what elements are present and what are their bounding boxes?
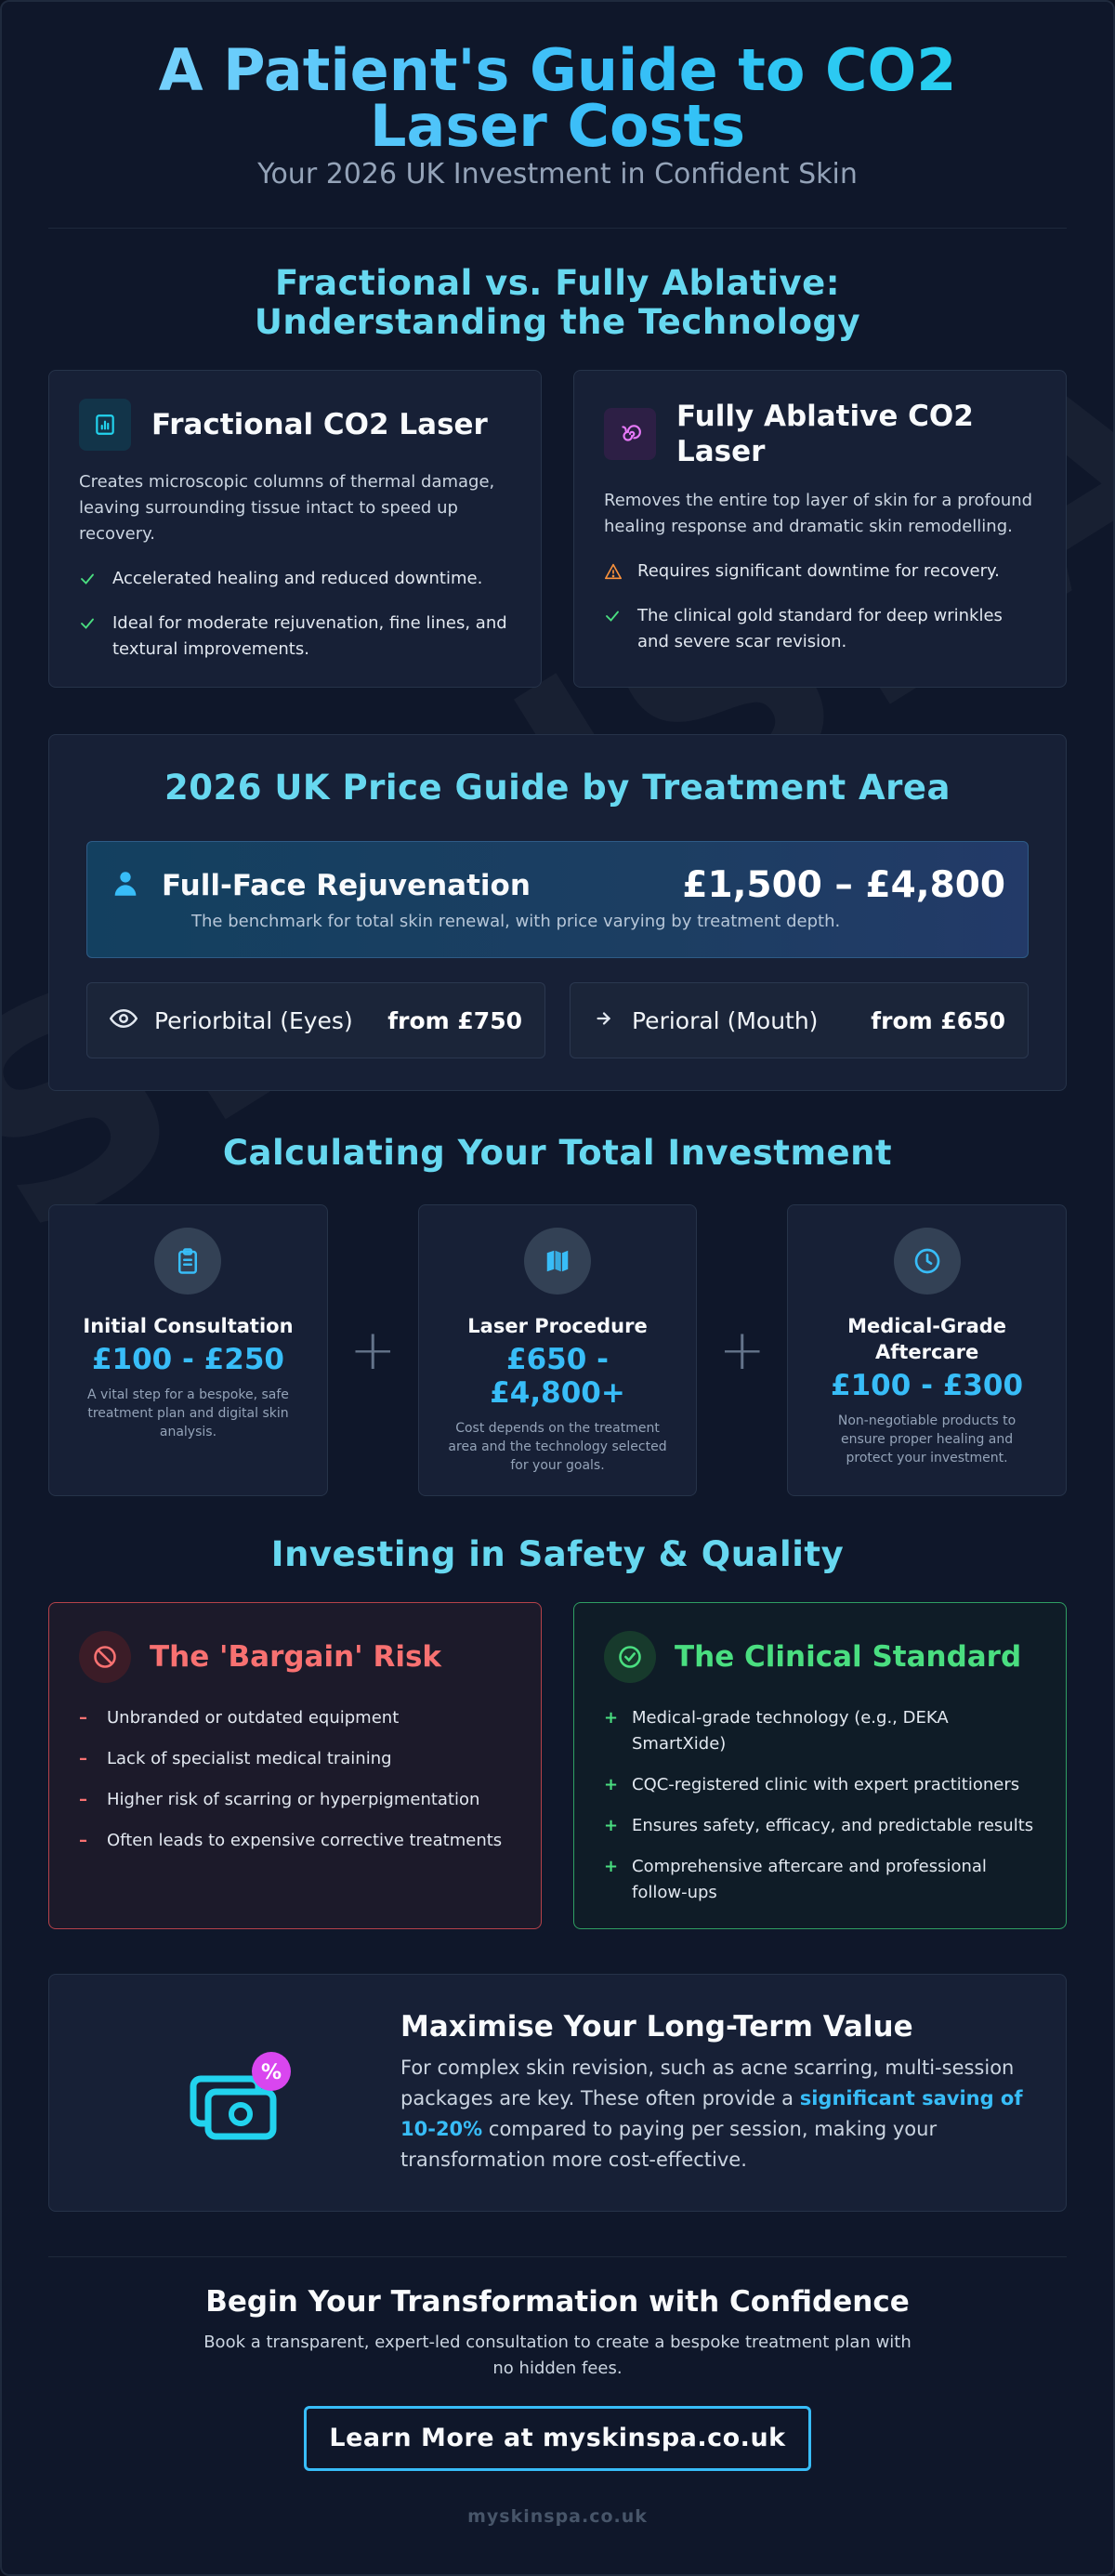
list-item-text: CQC-registered clinic with expert practitioners: [632, 1775, 1020, 1794]
safety-cards: [48, 1602, 1067, 1929]
step-name: Medical-Grade Aftercare: [847, 1315, 1007, 1363]
plus-icon: +: [604, 1775, 619, 1794]
fractional-title: Fractional CO2 Laser: [151, 408, 488, 441]
learn-more-button[interactable]: Learn More at myskinspa.co.uk: [304, 2406, 811, 2471]
procedure-card: [418, 1204, 698, 1496]
price-guide-title: 2026 UK Price Guide by Treatment Area: [164, 768, 951, 808]
list-item: [604, 1772, 1036, 1798]
chart-icon: [79, 399, 131, 451]
clock-icon: [894, 1228, 961, 1295]
step-price: £100 - £300: [831, 1369, 1024, 1402]
list-item: [79, 1828, 511, 1854]
plus-icon: +: [604, 1816, 619, 1835]
investment-title: Calculating Your Total Investment: [222, 1133, 893, 1173]
aftercare-card: [787, 1204, 1067, 1496]
plus-icon: +: [604, 1857, 619, 1876]
dash-icon: –: [79, 1831, 87, 1850]
page-subtitle: Your 2026 UK Investment in Confident Skin: [257, 158, 858, 191]
investment-steps: [48, 1204, 1067, 1496]
list-item: [604, 1854, 1036, 1906]
page-title: A Patient's Guide to CO2 Laser Costs: [93, 43, 1022, 154]
price-card-mouth: [570, 982, 1029, 1058]
area-name: Periorbital (Eyes): [154, 1006, 353, 1034]
step-note: A vital step for a bespoke, safe treatment plan and digital skin analysis.: [87, 1387, 289, 1439]
check-icon: [79, 566, 98, 596]
money-icon: [83, 2042, 400, 2144]
check-icon: [604, 603, 623, 655]
bargain-risk-card: [48, 1602, 542, 1929]
clinical-standard-card: [573, 1602, 1067, 1929]
step-price: £650 - £4,800+: [490, 1343, 625, 1410]
step-price: £100 - £250: [91, 1343, 284, 1376]
fractional-card: [48, 370, 542, 688]
clipboard-icon: [154, 1228, 221, 1295]
technology-title: Fractional vs. Fully Ablative: Understanding the Technology: [254, 263, 861, 342]
list-item-text: Ensures safety, efficacy, and predictable results: [632, 1816, 1034, 1835]
list-item-text: Comprehensive aftercare and professional follow-ups: [632, 1857, 987, 1902]
list-item: [604, 1813, 1036, 1839]
list-item-text: Unbranded or outdated equipment: [107, 1708, 400, 1728]
step-name: Initial Consultation: [83, 1315, 294, 1337]
list-item-text: The clinical gold standard for deep wrinkles and severe scar revision.: [637, 606, 1003, 651]
cta-title: Begin Your Transformation with Confidence: [205, 2285, 910, 2319]
feature-name: Full-Face Rejuvenation: [162, 868, 531, 902]
list-item: [604, 603, 1036, 655]
list-item-text: Medical-grade technology (e.g., DEKA SmartXide): [632, 1708, 949, 1754]
area-price: from £750: [387, 1006, 522, 1034]
dash-icon: –: [79, 1708, 87, 1728]
bargain-risk-title: The 'Bargain' Risk: [150, 1640, 442, 1674]
step-note: Non-negotiable products to ensure proper healing and protect your investment.: [837, 1413, 1017, 1465]
divider: [48, 228, 1067, 229]
list-item: [79, 1787, 511, 1813]
step-note: Cost depends on the treatment area and the technology selected for your goals.: [448, 1421, 667, 1473]
eye-icon: [110, 1007, 138, 1034]
value-card: [48, 1974, 1067, 2212]
list-item: [79, 1746, 511, 1772]
price-card-eyes: [86, 982, 545, 1058]
feature-price: £1,500 – £4,800: [682, 864, 1005, 906]
ablative-title: Fully Ablative CO2 Laser: [676, 400, 974, 468]
list-item: [604, 559, 1036, 588]
call-to-action: [48, 2285, 1067, 2471]
consultation-card: [48, 1204, 328, 1496]
list-item-text: Often leads to expensive corrective treatments: [107, 1831, 503, 1850]
ablative-description: Removes the entire top layer of skin for a profound healing response and dramatic skin remodelling.: [604, 491, 1033, 536]
dash-icon: –: [79, 1749, 87, 1768]
clinical-standard-title: The Clinical Standard: [675, 1640, 1022, 1674]
feature-note: The benchmark for total skin renewal, with price varying by treatment depth.: [191, 912, 841, 931]
plus-icon: +: [604, 1708, 619, 1728]
value-text-part: For complex skin revision, such as acne scarring, multi-session packages are key. These often provide a: [400, 2057, 1015, 2109]
divider: [48, 2256, 1067, 2257]
area-price: from £650: [871, 1006, 1005, 1034]
plus-icon: +: [718, 1318, 766, 1383]
safety-title: Investing in Safety & Quality: [270, 1534, 845, 1574]
fractional-description: Creates microscopic columns of thermal damage, leaving surrounding tissue intact to speed up recovery.: [79, 472, 495, 544]
check-icon: [79, 611, 98, 663]
step-name: Laser Procedure: [467, 1315, 648, 1337]
header: [48, 2, 1067, 191]
value-highlight: significant saving of 10-20%: [400, 2087, 1023, 2140]
percent-badge: %: [260, 2061, 282, 2084]
technology-cards: [48, 370, 1067, 688]
dash-icon: –: [79, 1790, 87, 1809]
person-icon: [110, 868, 141, 903]
list-item: [79, 611, 511, 663]
warning-icon: [604, 559, 623, 588]
list-item-text: Ideal for moderate rejuvenation, fine lines, and textural improvements.: [112, 613, 507, 659]
check-circle-icon: [604, 1631, 656, 1683]
plus-icon: +: [349, 1318, 397, 1383]
ablative-card: [573, 370, 1067, 688]
list-item: [79, 1705, 511, 1731]
value-title: Maximise Your Long-Term Value: [400, 2010, 913, 2044]
list-item-text: Accelerated healing and reduced downtime.: [112, 569, 483, 588]
footer-link[interactable]: myskinspa.co.uk: [467, 2506, 648, 2527]
feature-price-card: [86, 841, 1029, 958]
list-item-text: Requires significant downtime for recovery.: [637, 561, 1000, 581]
list-item: [79, 566, 511, 596]
cta-text: Book a transparent, expert-led consultation to create a bespoke treatment plan with no hidden fees.: [203, 2333, 912, 2378]
value-text-part: compared to paying per session, making your transformation more cost-effective.: [400, 2118, 938, 2171]
arrow-right-icon: [593, 1007, 615, 1034]
ban-icon: [79, 1631, 131, 1683]
spiral-icon: [604, 408, 656, 460]
map-icon: [524, 1228, 591, 1295]
list-item-text: Higher risk of scarring or hyperpigmentation: [107, 1790, 480, 1809]
value-text: [400, 2053, 1032, 2175]
price-guide: [48, 734, 1067, 1091]
area-name: Perioral (Mouth): [632, 1006, 819, 1034]
list-item: [604, 1705, 1036, 1757]
list-item-text: Lack of specialist medical training: [107, 1749, 392, 1768]
